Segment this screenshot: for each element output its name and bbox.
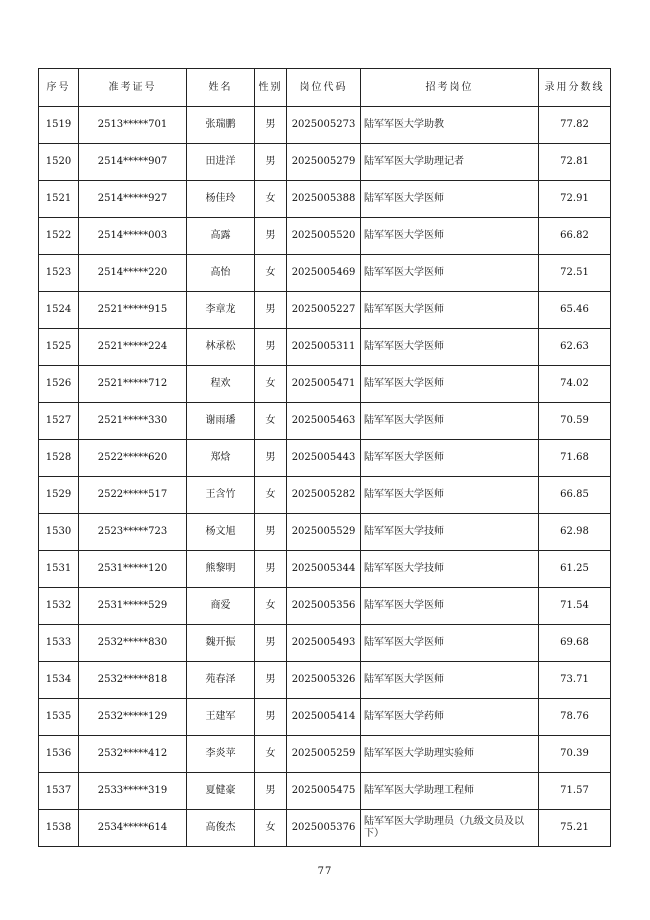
cell-seq: 1527 <box>39 403 79 440</box>
cell-post-name: 陆军军医大学助理工程师 <box>361 773 539 810</box>
cell-gender: 男 <box>255 662 287 699</box>
cell-name: 田进洋 <box>187 144 255 181</box>
cell-gender: 男 <box>255 514 287 551</box>
cell-score: 62.98 <box>539 514 611 551</box>
table-row <box>39 625 611 662</box>
cell-score: 65.46 <box>539 292 611 329</box>
cell-score: 78.76 <box>539 699 611 736</box>
table-row <box>39 403 611 440</box>
cell-seq: 1534 <box>39 662 79 699</box>
cell-post-name: 陆军军医大学医师 <box>361 255 539 292</box>
cell-score: 73.71 <box>539 662 611 699</box>
cell-post-name: 陆军军医大学药师 <box>361 699 539 736</box>
cell-name: 夏健豪 <box>187 773 255 810</box>
cell-seq: 1533 <box>39 625 79 662</box>
cell-post-code: 2025005388 <box>287 181 361 218</box>
cell-seq: 1535 <box>39 699 79 736</box>
cell-post-name: 陆军军医大学医师 <box>361 366 539 403</box>
cell-seq: 1521 <box>39 181 79 218</box>
table-row <box>39 292 611 329</box>
cell-score: 71.68 <box>539 440 611 477</box>
cell-exam-id: 2532*****830 <box>79 625 187 662</box>
cell-post-name: 陆军军医大学医师 <box>361 625 539 662</box>
cell-name: 杨文旭 <box>187 514 255 551</box>
table-row <box>39 588 611 625</box>
cell-score: 75.21 <box>539 810 611 847</box>
cell-gender: 女 <box>255 736 287 773</box>
cell-gender: 女 <box>255 477 287 514</box>
cell-score: 72.51 <box>539 255 611 292</box>
cell-post-name: 陆军军医大学医师 <box>361 292 539 329</box>
cell-exam-id: 2521*****330 <box>79 403 187 440</box>
cell-name: 王建军 <box>187 699 255 736</box>
table-row <box>39 810 611 847</box>
cell-name: 谢雨璠 <box>187 403 255 440</box>
table-row <box>39 366 611 403</box>
cell-score: 72.81 <box>539 144 611 181</box>
cell-seq: 1532 <box>39 588 79 625</box>
cell-post-name: 陆军军医大学医师 <box>361 329 539 366</box>
cell-name: 魏开振 <box>187 625 255 662</box>
cell-seq: 1519 <box>39 107 79 144</box>
cell-post-name: 陆军军医大学医师 <box>361 403 539 440</box>
cell-name: 高俊杰 <box>187 810 255 847</box>
cell-exam-id: 2521*****712 <box>79 366 187 403</box>
cell-seq: 1523 <box>39 255 79 292</box>
cell-exam-id: 2514*****220 <box>79 255 187 292</box>
cell-score: 62.63 <box>539 329 611 366</box>
cell-score: 69.68 <box>539 625 611 662</box>
cell-gender: 男 <box>255 440 287 477</box>
cell-gender: 男 <box>255 329 287 366</box>
cell-post-code: 2025005279 <box>287 144 361 181</box>
cell-name: 商爱 <box>187 588 255 625</box>
cell-name: 林承松 <box>187 329 255 366</box>
cell-exam-id: 2514*****907 <box>79 144 187 181</box>
cell-post-code: 2025005529 <box>287 514 361 551</box>
cell-post-code: 2025005311 <box>287 329 361 366</box>
cell-exam-id: 2514*****003 <box>79 218 187 255</box>
cell-name: 王含竹 <box>187 477 255 514</box>
cell-seq: 1536 <box>39 736 79 773</box>
admission-score-table <box>38 68 611 847</box>
cell-exam-id: 2532*****818 <box>79 662 187 699</box>
cell-exam-id: 2531*****529 <box>79 588 187 625</box>
cell-seq: 1531 <box>39 551 79 588</box>
cell-score: 70.39 <box>539 736 611 773</box>
cell-post-name: 陆军军医大学医师 <box>361 440 539 477</box>
cell-exam-id: 2521*****915 <box>79 292 187 329</box>
cell-post-code: 2025005344 <box>287 551 361 588</box>
table-row <box>39 477 611 514</box>
table-row <box>39 773 611 810</box>
cell-seq: 1520 <box>39 144 79 181</box>
cell-post-code: 2025005493 <box>287 625 361 662</box>
cell-seq: 1537 <box>39 773 79 810</box>
cell-exam-id: 2523*****723 <box>79 514 187 551</box>
cell-post-name: 陆军军医大学助理实验师 <box>361 736 539 773</box>
cell-post-code: 2025005326 <box>287 662 361 699</box>
header-post-code: 岗位代码 <box>287 69 361 107</box>
table-row <box>39 181 611 218</box>
cell-name: 高怡 <box>187 255 255 292</box>
cell-seq: 1528 <box>39 440 79 477</box>
cell-post-name: 陆军军医大学技师 <box>361 514 539 551</box>
cell-score: 71.57 <box>539 773 611 810</box>
cell-gender: 女 <box>255 403 287 440</box>
cell-seq: 1529 <box>39 477 79 514</box>
cell-gender: 男 <box>255 292 287 329</box>
cell-exam-id: 2521*****224 <box>79 329 187 366</box>
cell-post-name: 陆军军医大学医师 <box>361 662 539 699</box>
cell-post-code: 2025005259 <box>287 736 361 773</box>
cell-exam-id: 2534*****614 <box>79 810 187 847</box>
cell-score: 70.59 <box>539 403 611 440</box>
cell-gender: 男 <box>255 773 287 810</box>
cell-exam-id: 2513*****701 <box>79 107 187 144</box>
cell-score: 77.82 <box>539 107 611 144</box>
header-name: 姓名 <box>187 69 255 107</box>
table-row <box>39 329 611 366</box>
header-post-name: 招考岗位 <box>361 69 539 107</box>
cell-name: 杨佳玲 <box>187 181 255 218</box>
cell-exam-id: 2522*****620 <box>79 440 187 477</box>
cell-score: 72.91 <box>539 181 611 218</box>
table-body <box>39 107 611 847</box>
table-row <box>39 218 611 255</box>
cell-gender: 女 <box>255 366 287 403</box>
table-row <box>39 255 611 292</box>
cell-post-code: 2025005282 <box>287 477 361 514</box>
cell-exam-id: 2532*****129 <box>79 699 187 736</box>
cell-gender: 男 <box>255 107 287 144</box>
cell-post-code: 2025005443 <box>287 440 361 477</box>
cell-seq: 1524 <box>39 292 79 329</box>
table-row <box>39 662 611 699</box>
table-row <box>39 144 611 181</box>
cell-exam-id: 2522*****517 <box>79 477 187 514</box>
cell-post-code: 2025005414 <box>287 699 361 736</box>
table-row <box>39 514 611 551</box>
page-number: 77 <box>317 866 333 877</box>
table-row <box>39 107 611 144</box>
cell-post-code: 2025005376 <box>287 810 361 847</box>
cell-post-code: 2025005475 <box>287 773 361 810</box>
table-row <box>39 736 611 773</box>
cell-exam-id: 2531*****120 <box>79 551 187 588</box>
header-exam-id: 准考证号 <box>79 69 187 107</box>
header-seq: 序号 <box>39 69 79 107</box>
cell-post-code: 2025005273 <box>287 107 361 144</box>
cell-score: 74.02 <box>539 366 611 403</box>
cell-post-name: 陆军军医大学医师 <box>361 181 539 218</box>
cell-name: 程欢 <box>187 366 255 403</box>
cell-gender: 男 <box>255 218 287 255</box>
cell-name: 高露 <box>187 218 255 255</box>
cell-post-code: 2025005356 <box>287 588 361 625</box>
cell-gender: 女 <box>255 810 287 847</box>
cell-seq: 1526 <box>39 366 79 403</box>
cell-post-code: 2025005227 <box>287 292 361 329</box>
cell-gender: 女 <box>255 181 287 218</box>
cell-exam-id: 2533*****319 <box>79 773 187 810</box>
cell-post-name: 陆军军医大学医师 <box>361 218 539 255</box>
header-gender: 性别 <box>255 69 287 107</box>
cell-score: 66.85 <box>539 477 611 514</box>
table-row <box>39 551 611 588</box>
table-header-row <box>39 69 611 107</box>
cell-post-code: 2025005463 <box>287 403 361 440</box>
cell-score: 71.54 <box>539 588 611 625</box>
cell-score: 66.82 <box>539 218 611 255</box>
cell-name: 李章龙 <box>187 292 255 329</box>
cell-gender: 男 <box>255 551 287 588</box>
cell-seq: 1522 <box>39 218 79 255</box>
cell-gender: 女 <box>255 255 287 292</box>
table-row <box>39 699 611 736</box>
cell-name: 苑春泽 <box>187 662 255 699</box>
cell-name: 李炎苹 <box>187 736 255 773</box>
cell-gender: 男 <box>255 144 287 181</box>
cell-post-name: 陆军军医大学技师 <box>361 551 539 588</box>
cell-name: 郑焓 <box>187 440 255 477</box>
cell-seq: 1530 <box>39 514 79 551</box>
cell-post-name: 陆军军医大学助理员（九级文员及以下） <box>361 810 539 847</box>
cell-seq: 1538 <box>39 810 79 847</box>
table-row <box>39 440 611 477</box>
cell-post-code: 2025005471 <box>287 366 361 403</box>
cell-post-name: 陆军军医大学医师 <box>361 588 539 625</box>
header-score: 录用分数线 <box>539 69 611 107</box>
cell-post-code: 2025005520 <box>287 218 361 255</box>
cell-name: 张瑞鹏 <box>187 107 255 144</box>
cell-name: 熊黎明 <box>187 551 255 588</box>
cell-post-name: 陆军军医大学医师 <box>361 477 539 514</box>
cell-score: 61.25 <box>539 551 611 588</box>
cell-post-name: 陆军军医大学助教 <box>361 107 539 144</box>
cell-post-name: 陆军军医大学助理记者 <box>361 144 539 181</box>
cell-post-code: 2025005469 <box>287 255 361 292</box>
cell-gender: 男 <box>255 699 287 736</box>
cell-exam-id: 2514*****927 <box>79 181 187 218</box>
cell-gender: 男 <box>255 625 287 662</box>
cell-gender: 女 <box>255 588 287 625</box>
cell-exam-id: 2532*****412 <box>79 736 187 773</box>
cell-seq: 1525 <box>39 329 79 366</box>
